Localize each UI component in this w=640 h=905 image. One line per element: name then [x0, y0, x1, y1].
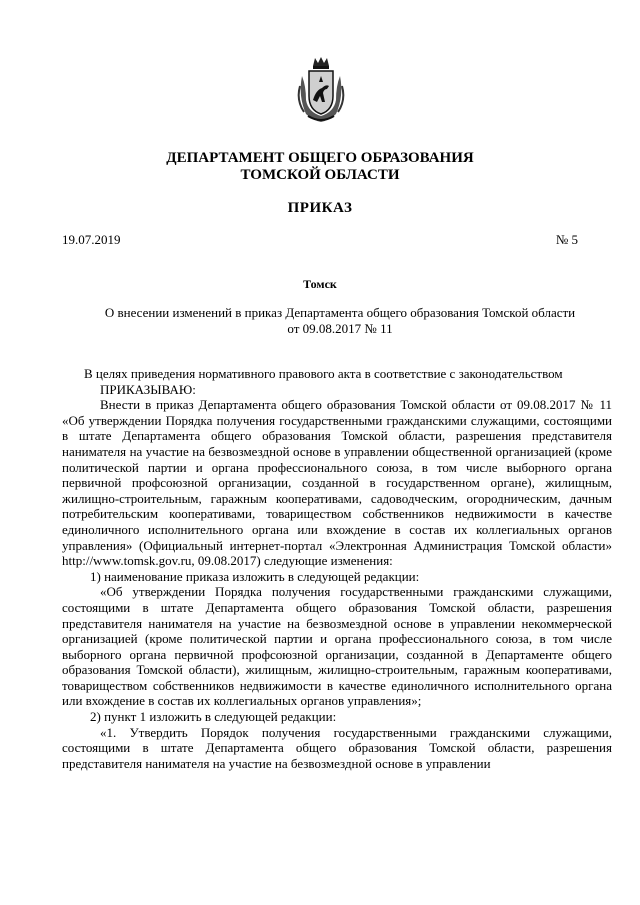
order-subject: О внесении изменений в приказ Департамента общего образования Томской области от 09.08.2017 № 11: [104, 305, 576, 336]
department-name-line1: ДЕПАРТАМЕНТ ОБЩЕГО ОБРАЗОВАНИЯ: [166, 150, 474, 166]
order-word: ПРИКАЗЫВАЮ:: [100, 381, 196, 397]
order-city: Томск: [303, 277, 337, 291]
preamble-paragraph: В целях приведения нормативного правового акта в соответствие с законодательством: [84, 366, 563, 381]
coat-of-arms-icon: [296, 56, 346, 124]
order-title: ПРИКАЗ: [287, 200, 353, 216]
order-body: [62, 366, 612, 771]
department-name-line2: ТОМСКОЙ ОБЛАСТИ: [240, 167, 400, 183]
order-number: № 5: [555, 232, 578, 247]
order-date: 19.07.2019: [62, 232, 121, 247]
item-2-text: «1. Утвердить Порядок получения государственными гражданскими служащими, состоящими в штате Департамента общего образования Томской области, разрешения представителя нанимателя на участие на безвозмездной основе в управлении: [62, 724, 612, 771]
item-1-heading: 1) наименование приказа изложить в следующей редакции:: [90, 568, 420, 584]
item-1-text: «Об утверждении Порядка получения государственными гражданскими служащими, состоящими в штате Департамента общего образования Томской области, разрешения представителя нанимателя на участие на безвозмездной основе в управлении некоммерческой организацией (кроме политической партии и органа профессионального союза, в том числе выборного органа первичной профсоюзной организации, созданной в Департаменте общего образования Томской области), жилищным, жилищно-строительным, гаражным кооперативами, товариществом собственников недвижимости в качестве единоличного исполнительного органа или вхождение в состав их коллегиальных органов управления»;: [62, 584, 612, 709]
main-clause-paragraph: Внести в приказ Департамента общего образования Томской области от 09.08.2017 № 11 «Об утверждении Порядка получения государственными гражданскими служащими, состоящими в штате Департамента общего образования Томской области, разрешения представителя нанимателя на участие на безвозмездной основе в управлении общественной организацией (кроме политической партии и органа профессионального союза, в том числе выборного органа первичной профсоюзной организации, созданной в государственном органе), жилищным, жилищно-строительным, гаражным кооперативами, садоводческим, огородническим, дачным потребительским кооперативами, товариществом собственников недвижимости в качестве единоличного исполнительного органа или вхождение в состав их коллегиальных органов управления» (Официальный интернет-портал «Электронная Администрация Томской области» http://www.tomsk.gov.ru, 09.08.2017) следующие изменения:: [62, 397, 612, 569]
item-2-heading: 2) пункт 1 изложить в следующей редакции:: [90, 709, 337, 725]
